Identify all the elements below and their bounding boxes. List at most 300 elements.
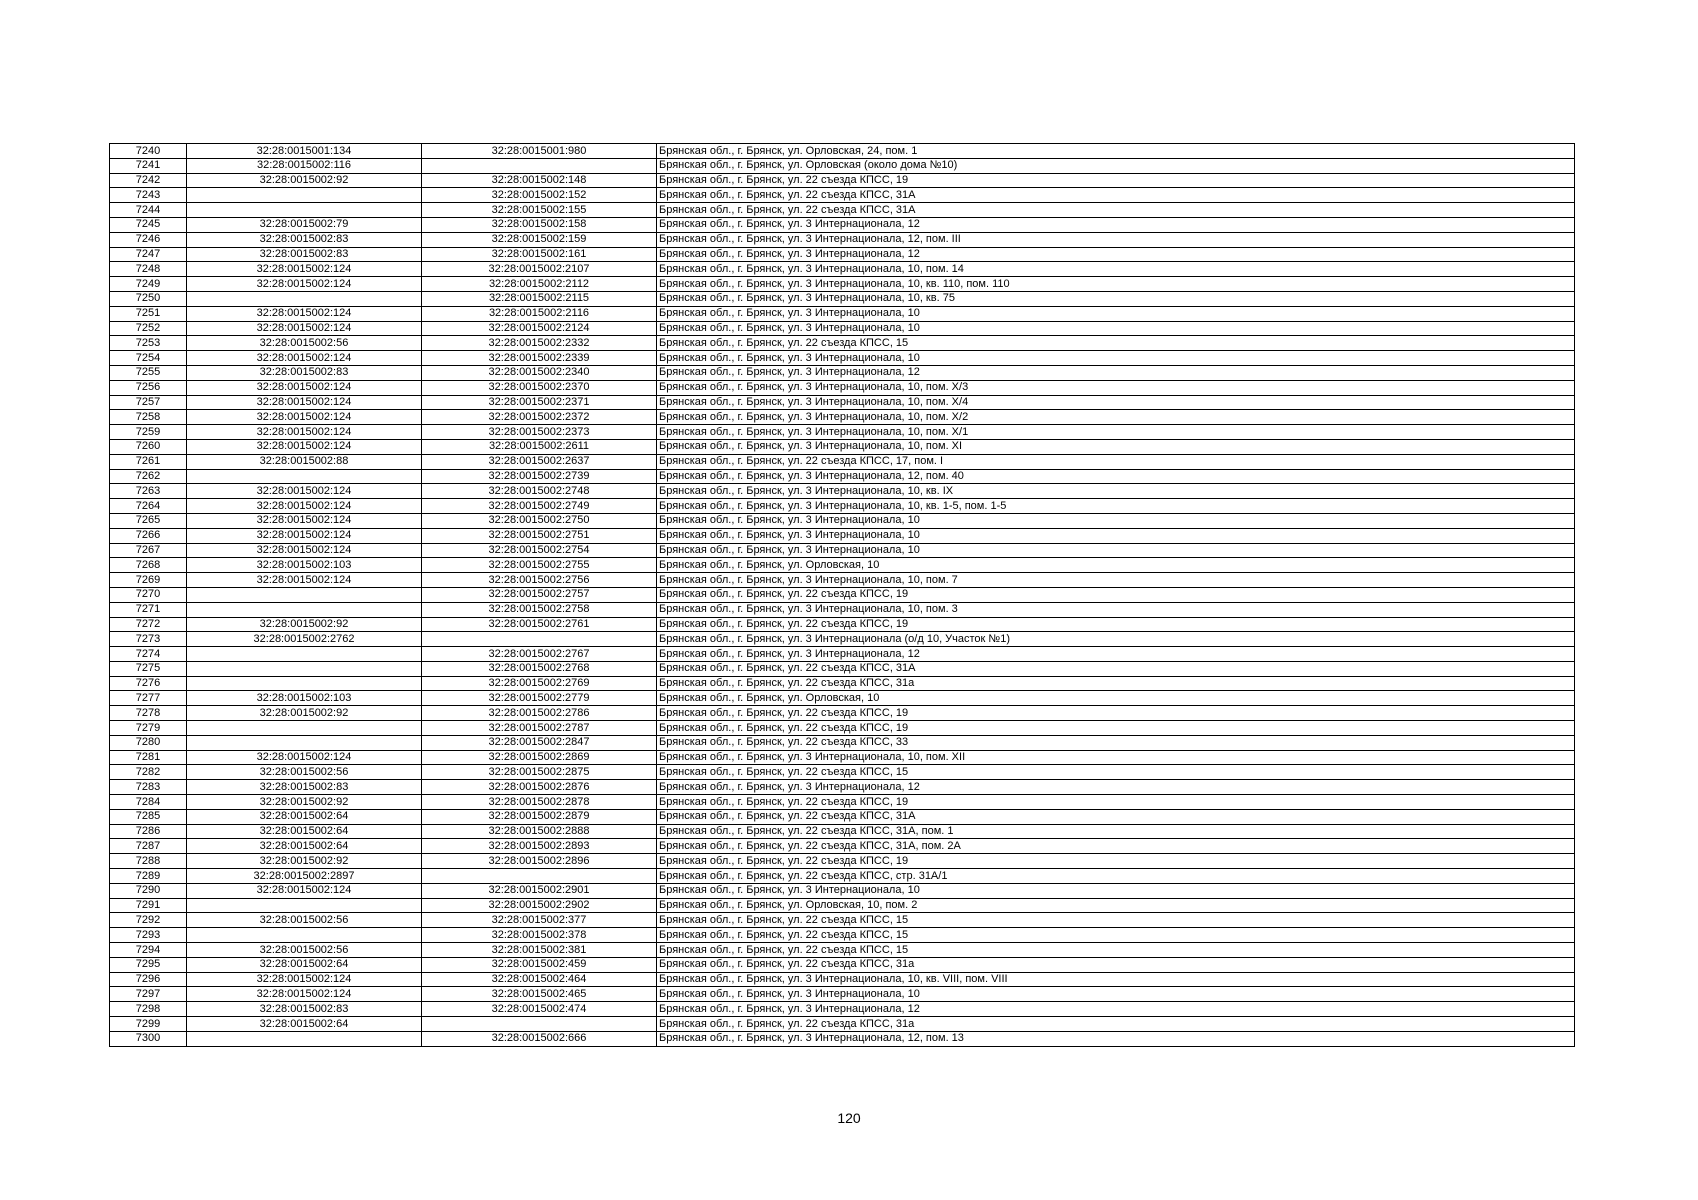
parent-cadastral-cell: 32:28:0015002:124 — [187, 380, 422, 395]
row-number-cell: 7240 — [110, 144, 187, 159]
table-row — [110, 425, 1575, 440]
table-row — [110, 277, 1575, 292]
row-number-cell: 7282 — [110, 765, 187, 780]
parent-cadastral-cell: 32:28:0015002:92 — [187, 706, 422, 721]
address-cell: Брянская обл., г. Брянск, ул. 22 съезда КПСС, 31А — [657, 188, 1575, 203]
table-row — [110, 380, 1575, 395]
parent-cadastral-cell: 32:28:0015002:124 — [187, 277, 422, 292]
table-row — [110, 735, 1575, 750]
cadastral-number-cell: 32:28:0015002:2787 — [422, 721, 657, 736]
parent-cadastral-cell: 32:28:0015002:116 — [187, 158, 422, 173]
cadastral-number-cell: 32:28:0015002:2768 — [422, 661, 657, 676]
table-row — [110, 898, 1575, 913]
parent-cadastral-cell: 32:28:0015002:64 — [187, 839, 422, 854]
table-row — [110, 232, 1575, 247]
address-cell: Брянская обл., г. Брянск, ул. 22 съезда КПСС, 15 — [657, 928, 1575, 943]
cadastral-number-cell: 32:28:0015002:2124 — [422, 321, 657, 336]
row-number-cell: 7293 — [110, 928, 187, 943]
address-cell: Брянская обл., г. Брянск, ул. 22 съезда КПСС, 19 — [657, 854, 1575, 869]
parent-cadastral-cell: 32:28:0015002:56 — [187, 336, 422, 351]
address-cell: Брянская обл., г. Брянск, ул. 3 Интернационала, 10 — [657, 321, 1575, 336]
address-cell: Брянская обл., г. Брянск, ул. Орловская, 10 — [657, 558, 1575, 573]
cadastral-number-cell: 32:28:0015001:980 — [422, 144, 657, 159]
row-number-cell: 7244 — [110, 203, 187, 218]
parent-cadastral-cell: 32:28:0015002:79 — [187, 217, 422, 232]
table-row — [110, 632, 1575, 647]
cadastral-number-cell: 32:28:0015002:381 — [422, 943, 657, 958]
cadastral-number-cell: 32:28:0015002:2339 — [422, 351, 657, 366]
parent-cadastral-cell: 32:28:0015002:124 — [187, 395, 422, 410]
row-number-cell: 7245 — [110, 217, 187, 232]
parent-cadastral-cell: 32:28:0015002:64 — [187, 809, 422, 824]
parent-cadastral-cell: 32:28:0015002:124 — [187, 306, 422, 321]
parent-cadastral-cell — [187, 928, 422, 943]
cadastral-number-cell: 32:28:0015002:2758 — [422, 602, 657, 617]
address-cell: Брянская обл., г. Брянск, ул. 3 Интернационала, 10, пом. 3 — [657, 602, 1575, 617]
address-cell: Брянская обл., г. Брянск, ул. 22 съезда КПСС, 31а — [657, 676, 1575, 691]
table-row — [110, 1002, 1575, 1017]
address-cell: Брянская обл., г. Брянск, ул. 3 Интернационала, 10, пом. XII — [657, 750, 1575, 765]
cadastral-number-cell: 32:28:0015002:2116 — [422, 306, 657, 321]
parent-cadastral-cell — [187, 735, 422, 750]
table-row — [110, 365, 1575, 380]
table-row — [110, 661, 1575, 676]
cadastral-number-cell: 32:28:0015002:159 — [422, 232, 657, 247]
address-cell: Брянская обл., г. Брянск, ул. 22 съезда КПСС, 19 — [657, 587, 1575, 602]
parent-cadastral-cell — [187, 602, 422, 617]
parent-cadastral-cell: 32:28:0015002:88 — [187, 454, 422, 469]
address-cell: Брянская обл., г. Брянск, ул. 3 Интернационала, 10 — [657, 883, 1575, 898]
row-number-cell: 7295 — [110, 957, 187, 972]
table-row — [110, 869, 1575, 884]
cadastral-number-cell: 32:28:0015002:2896 — [422, 854, 657, 869]
cadastral-number-cell: 32:28:0015002:2875 — [422, 765, 657, 780]
table-row — [110, 602, 1575, 617]
table-body — [110, 144, 1575, 1047]
cadastral-number-cell: 32:28:0015002:152 — [422, 188, 657, 203]
cadastral-number-cell: 32:28:0015002:377 — [422, 913, 657, 928]
cadastral-number-cell: 32:28:0015002:2779 — [422, 691, 657, 706]
parent-cadastral-cell: 32:28:0015002:64 — [187, 824, 422, 839]
row-number-cell: 7279 — [110, 721, 187, 736]
address-cell: Брянская обл., г. Брянск, ул. 22 съезда КПСС, 31А, пом. 1 — [657, 824, 1575, 839]
row-number-cell: 7253 — [110, 336, 187, 351]
row-number-cell: 7274 — [110, 647, 187, 662]
row-number-cell: 7249 — [110, 277, 187, 292]
cadastral-number-cell: 32:28:0015002:2748 — [422, 484, 657, 499]
row-number-cell: 7285 — [110, 809, 187, 824]
address-cell: Брянская обл., г. Брянск, ул. 22 съезда КПСС, 19 — [657, 721, 1575, 736]
cadastral-number-cell: 32:28:0015002:161 — [422, 247, 657, 262]
parent-cadastral-cell — [187, 661, 422, 676]
cadastral-number-cell: 32:28:0015002:2888 — [422, 824, 657, 839]
table-row — [110, 513, 1575, 528]
row-number-cell: 7257 — [110, 395, 187, 410]
row-number-cell: 7278 — [110, 706, 187, 721]
row-number-cell: 7264 — [110, 499, 187, 514]
cadastral-number-cell: 32:28:0015002:2611 — [422, 439, 657, 454]
address-cell: Брянская обл., г. Брянск, ул. 3 Интернационала, 10, пом. Х/4 — [657, 395, 1575, 410]
cadastral-number-cell: 32:28:0015002:2637 — [422, 454, 657, 469]
parent-cadastral-cell: 32:28:0015002:83 — [187, 365, 422, 380]
cadastral-number-cell: 32:28:0015002:2901 — [422, 883, 657, 898]
row-number-cell: 7276 — [110, 676, 187, 691]
parent-cadastral-cell: 32:28:0015002:83 — [187, 1002, 422, 1017]
address-cell: Брянская обл., г. Брянск, ул. 22 съезда КПСС, 31А — [657, 809, 1575, 824]
parent-cadastral-cell: 32:28:0015002:124 — [187, 484, 422, 499]
table-row — [110, 454, 1575, 469]
parent-cadastral-cell — [187, 898, 422, 913]
parent-cadastral-cell — [187, 587, 422, 602]
cadastral-number-cell: 32:28:0015002:2878 — [422, 795, 657, 810]
address-cell: Брянская обл., г. Брянск, ул. 3 Интернационала, 10, пом. 14 — [657, 262, 1575, 277]
address-cell: Брянская обл., г. Брянск, ул. 3 Интернационала, 12, пом. III — [657, 232, 1575, 247]
table-row — [110, 469, 1575, 484]
table-row — [110, 750, 1575, 765]
row-number-cell: 7299 — [110, 1017, 187, 1032]
row-number-cell: 7289 — [110, 869, 187, 884]
table-row — [110, 484, 1575, 499]
address-cell: Брянская обл., г. Брянск, ул. 3 Интернационала, 10, кв. 1-5, пом. 1-5 — [657, 499, 1575, 514]
cadastral-number-cell — [422, 1017, 657, 1032]
table-row — [110, 809, 1575, 824]
row-number-cell: 7297 — [110, 987, 187, 1002]
cadastral-number-cell: 32:28:0015002:2876 — [422, 780, 657, 795]
address-cell: Брянская обл., г. Брянск, ул. 22 съезда КПСС, 31А, пом. 2А — [657, 839, 1575, 854]
table-row — [110, 173, 1575, 188]
parent-cadastral-cell: 32:28:0015002:64 — [187, 1017, 422, 1032]
row-number-cell: 7260 — [110, 439, 187, 454]
address-cell: Брянская обл., г. Брянск, ул. 22 съезда КПСС, 19 — [657, 173, 1575, 188]
address-cell: Брянская обл., г. Брянск, ул. Орловская, 10 — [657, 691, 1575, 706]
row-number-cell: 7283 — [110, 780, 187, 795]
address-cell: Брянская обл., г. Брянск, ул. 22 съезда КПСС, 15 — [657, 913, 1575, 928]
row-number-cell: 7255 — [110, 365, 187, 380]
address-cell: Брянская обл., г. Брянск, ул. 22 съезда КПСС, 31А — [657, 661, 1575, 676]
table-row — [110, 543, 1575, 558]
row-number-cell: 7270 — [110, 587, 187, 602]
parent-cadastral-cell: 32:28:0015002:83 — [187, 247, 422, 262]
cadastral-number-cell: 32:28:0015002:2107 — [422, 262, 657, 277]
address-cell: Брянская обл., г. Брянск, ул. 3 Интернационала, 10, пом. 7 — [657, 573, 1575, 588]
table-row — [110, 795, 1575, 810]
table-row — [110, 291, 1575, 306]
row-number-cell: 7273 — [110, 632, 187, 647]
address-cell: Брянская обл., г. Брянск, ул. 22 съезда КПСС, 19 — [657, 706, 1575, 721]
row-number-cell: 7281 — [110, 750, 187, 765]
cadastral-number-cell: 32:28:0015002:666 — [422, 1031, 657, 1046]
parent-cadastral-cell: 32:28:0015002:83 — [187, 780, 422, 795]
cadastral-number-cell: 32:28:0015002:2879 — [422, 809, 657, 824]
table-row — [110, 158, 1575, 173]
table-row — [110, 691, 1575, 706]
row-number-cell: 7291 — [110, 898, 187, 913]
parent-cadastral-cell — [187, 721, 422, 736]
row-number-cell: 7286 — [110, 824, 187, 839]
parent-cadastral-cell: 32:28:0015002:124 — [187, 499, 422, 514]
cadastral-number-cell: 32:28:0015002:378 — [422, 928, 657, 943]
parent-cadastral-cell: 32:28:0015002:124 — [187, 410, 422, 425]
row-number-cell: 7275 — [110, 661, 187, 676]
cadastral-number-cell: 32:28:0015002:2749 — [422, 499, 657, 514]
table-row — [110, 395, 1575, 410]
row-number-cell: 7266 — [110, 528, 187, 543]
cadastral-number-cell: 32:28:0015002:2739 — [422, 469, 657, 484]
row-number-cell: 7290 — [110, 883, 187, 898]
address-cell: Брянская обл., г. Брянск, ул. 3 Интернационала, 12 — [657, 365, 1575, 380]
table-row — [110, 721, 1575, 736]
address-cell: Брянская обл., г. Брянск, ул. 3 Интернационала, 10, пом. Х/1 — [657, 425, 1575, 440]
address-cell: Брянская обл., г. Брянск, ул. 3 Интернационала, 12, пом. 13 — [657, 1031, 1575, 1046]
row-number-cell: 7251 — [110, 306, 187, 321]
row-number-cell: 7262 — [110, 469, 187, 484]
parent-cadastral-cell — [187, 676, 422, 691]
address-cell: Брянская обл., г. Брянск, ул. 3 Интернационала, 10, пом. Х/2 — [657, 410, 1575, 425]
cadastral-table — [109, 143, 1575, 1047]
address-cell: Брянская обл., г. Брянск, ул. 3 Интернационала, 10 — [657, 513, 1575, 528]
address-cell: Брянская обл., г. Брянск, ул. 3 Интернационала, 12 — [657, 1002, 1575, 1017]
address-cell: Брянская обл., г. Брянск, ул. 3 Интернационала, 10 — [657, 306, 1575, 321]
table-row — [110, 706, 1575, 721]
cadastral-number-cell: 32:28:0015002:2761 — [422, 617, 657, 632]
cadastral-number-cell: 32:28:0015002:465 — [422, 987, 657, 1002]
parent-cadastral-cell: 32:28:0015002:103 — [187, 691, 422, 706]
cadastral-number-cell: 32:28:0015002:2332 — [422, 336, 657, 351]
parent-cadastral-cell: 32:28:0015002:124 — [187, 528, 422, 543]
table-row — [110, 854, 1575, 869]
address-cell: Брянская обл., г. Брянск, ул. 22 съезда КПСС, 31А — [657, 203, 1575, 218]
parent-cadastral-cell: 32:28:0015002:92 — [187, 617, 422, 632]
parent-cadastral-cell: 32:28:0015002:124 — [187, 883, 422, 898]
cadastral-number-cell: 32:28:0015002:2786 — [422, 706, 657, 721]
row-number-cell: 7248 — [110, 262, 187, 277]
parent-cadastral-cell: 32:28:0015002:103 — [187, 558, 422, 573]
parent-cadastral-cell: 32:28:0015002:83 — [187, 232, 422, 247]
parent-cadastral-cell: 32:28:0015002:124 — [187, 750, 422, 765]
address-cell: Брянская обл., г. Брянск, ул. 3 Интернационала, 10 — [657, 543, 1575, 558]
address-cell: Брянская обл., г. Брянск, ул. 3 Интернационала, 12 — [657, 647, 1575, 662]
table-row — [110, 573, 1575, 588]
cadastral-number-cell — [422, 158, 657, 173]
address-cell: Брянская обл., г. Брянск, ул. 3 Интернационала, 10, кв. IX — [657, 484, 1575, 499]
table-row — [110, 217, 1575, 232]
address-cell: Брянская обл., г. Брянск, ул. 22 съезда КПСС, 31а — [657, 957, 1575, 972]
address-cell: Брянская обл., г. Брянск, ул. 3 Интернационала (о/д 10, Участок №1) — [657, 632, 1575, 647]
address-cell: Брянская обл., г. Брянск, ул. 22 съезда КПСС, 31а — [657, 1017, 1575, 1032]
table-row — [110, 410, 1575, 425]
parent-cadastral-cell: 32:28:0015002:64 — [187, 957, 422, 972]
row-number-cell: 7271 — [110, 602, 187, 617]
table-row — [110, 883, 1575, 898]
parent-cadastral-cell: 32:28:0015002:92 — [187, 795, 422, 810]
row-number-cell: 7296 — [110, 972, 187, 987]
parent-cadastral-cell: 32:28:0015002:124 — [187, 543, 422, 558]
table-row — [110, 439, 1575, 454]
cadastral-number-cell: 32:28:0015002:2755 — [422, 558, 657, 573]
cadastral-number-cell: 32:28:0015002:2869 — [422, 750, 657, 765]
parent-cadastral-cell: 32:28:0015002:124 — [187, 972, 422, 987]
address-cell: Брянская обл., г. Брянск, ул. 22 съезда КПСС, 15 — [657, 943, 1575, 958]
table-row — [110, 336, 1575, 351]
table-row — [110, 839, 1575, 854]
address-cell: Брянская обл., г. Брянск, ул. 3 Интернационала, 12 — [657, 780, 1575, 795]
table-row — [110, 824, 1575, 839]
cadastral-number-cell: 32:28:0015002:2750 — [422, 513, 657, 528]
parent-cadastral-cell: 32:28:0015002:124 — [187, 439, 422, 454]
cadastral-number-cell: 32:28:0015002:2373 — [422, 425, 657, 440]
row-number-cell: 7288 — [110, 854, 187, 869]
row-number-cell: 7256 — [110, 380, 187, 395]
address-cell: Брянская обл., г. Брянск, ул. 22 съезда КПСС, 33 — [657, 735, 1575, 750]
cadastral-number-cell: 32:28:0015002:158 — [422, 217, 657, 232]
row-number-cell: 7252 — [110, 321, 187, 336]
row-number-cell: 7265 — [110, 513, 187, 528]
row-number-cell: 7258 — [110, 410, 187, 425]
table-row — [110, 972, 1575, 987]
parent-cadastral-cell: 32:28:0015002:92 — [187, 173, 422, 188]
parent-cadastral-cell: 32:28:0015002:2897 — [187, 869, 422, 884]
table-row — [110, 558, 1575, 573]
table-row — [110, 913, 1575, 928]
address-cell: Брянская обл., г. Брянск, ул. 3 Интернационала, 12 — [657, 247, 1575, 262]
table-row — [110, 928, 1575, 943]
table-row — [110, 188, 1575, 203]
table-row — [110, 247, 1575, 262]
parent-cadastral-cell: 32:28:0015002:56 — [187, 913, 422, 928]
address-cell: Брянская обл., г. Брянск, ул. Орловская (около дома №10) — [657, 158, 1575, 173]
parent-cadastral-cell — [187, 469, 422, 484]
cadastral-number-cell: 32:28:0015002:2756 — [422, 573, 657, 588]
table-row — [110, 499, 1575, 514]
address-cell: Брянская обл., г. Брянск, ул. 22 съезда КПСС, 19 — [657, 795, 1575, 810]
address-cell: Брянская обл., г. Брянск, ул. 3 Интернационала, 10, пом. XI — [657, 439, 1575, 454]
row-number-cell: 7268 — [110, 558, 187, 573]
parent-cadastral-cell: 32:28:0015002:124 — [187, 573, 422, 588]
parent-cadastral-cell: 32:28:0015002:56 — [187, 765, 422, 780]
table-row — [110, 676, 1575, 691]
address-cell: Брянская обл., г. Брянск, ул. 22 съезда КПСС, 19 — [657, 617, 1575, 632]
cadastral-number-cell: 32:28:0015002:2115 — [422, 291, 657, 306]
row-number-cell: 7298 — [110, 1002, 187, 1017]
address-cell: Брянская обл., г. Брянск, ул. 22 съезда КПСС, 15 — [657, 336, 1575, 351]
cadastral-number-cell: 32:28:0015002:2757 — [422, 587, 657, 602]
parent-cadastral-cell — [187, 647, 422, 662]
address-cell: Брянская обл., г. Брянск, ул. 3 Интернационала, 12, пом. 40 — [657, 469, 1575, 484]
table-row — [110, 1031, 1575, 1046]
row-number-cell: 7263 — [110, 484, 187, 499]
parent-cadastral-cell: 32:28:0015002:124 — [187, 321, 422, 336]
table-row — [110, 943, 1575, 958]
row-number-cell: 7277 — [110, 691, 187, 706]
cadastral-number-cell: 32:28:0015002:155 — [422, 203, 657, 218]
table-row — [110, 144, 1575, 159]
row-number-cell: 7272 — [110, 617, 187, 632]
cadastral-number-cell — [422, 869, 657, 884]
cadastral-number-cell: 32:28:0015002:2371 — [422, 395, 657, 410]
cadastral-number-cell: 32:28:0015002:2754 — [422, 543, 657, 558]
parent-cadastral-cell: 32:28:0015002:124 — [187, 987, 422, 1002]
parent-cadastral-cell — [187, 291, 422, 306]
cadastral-number-cell: 32:28:0015002:2372 — [422, 410, 657, 425]
row-number-cell: 7261 — [110, 454, 187, 469]
table-row — [110, 351, 1575, 366]
cadastral-number-cell: 32:28:0015002:2767 — [422, 647, 657, 662]
cadastral-number-cell: 32:28:0015002:2340 — [422, 365, 657, 380]
parent-cadastral-cell — [187, 188, 422, 203]
cadastral-number-cell: 32:28:0015002:2370 — [422, 380, 657, 395]
cadastral-number-cell: 32:28:0015002:464 — [422, 972, 657, 987]
row-number-cell: 7287 — [110, 839, 187, 854]
row-number-cell: 7246 — [110, 232, 187, 247]
address-cell: Брянская обл., г. Брянск, ул. 3 Интернационала, 10 — [657, 987, 1575, 1002]
cadastral-number-cell: 32:28:0015002:2902 — [422, 898, 657, 913]
table-row — [110, 617, 1575, 632]
cadastral-number-cell: 32:28:0015002:148 — [422, 173, 657, 188]
row-number-cell: 7267 — [110, 543, 187, 558]
table-row — [110, 262, 1575, 277]
table-row — [110, 987, 1575, 1002]
table-row — [110, 321, 1575, 336]
address-cell: Брянская обл., г. Брянск, ул. Орловская, 10, пом. 2 — [657, 898, 1575, 913]
cadastral-number-cell: 32:28:0015002:2893 — [422, 839, 657, 854]
address-cell: Брянская обл., г. Брянск, ул. Орловская, 24, пом. 1 — [657, 144, 1575, 159]
table-row — [110, 528, 1575, 543]
address-cell: Брянская обл., г. Брянск, ул. 22 съезда КПСС, 15 — [657, 765, 1575, 780]
address-cell: Брянская обл., г. Брянск, ул. 3 Интернационала, 10, кв. 75 — [657, 291, 1575, 306]
cadastral-number-cell — [422, 632, 657, 647]
cadastral-number-cell: 32:28:0015002:2847 — [422, 735, 657, 750]
address-cell: Брянская обл., г. Брянск, ул. 22 съезда КПСС, стр. 31А/1 — [657, 869, 1575, 884]
address-cell: Брянская обл., г. Брянск, ул. 3 Интернационала, 10, кв. 110, пом. 110 — [657, 277, 1575, 292]
address-cell: Брянская обл., г. Брянск, ул. 22 съезда КПСС, 17, пом. I — [657, 454, 1575, 469]
parent-cadastral-cell — [187, 1031, 422, 1046]
cadastral-number-cell: 32:28:0015002:2769 — [422, 676, 657, 691]
row-number-cell: 7241 — [110, 158, 187, 173]
parent-cadastral-cell: 32:28:0015002:124 — [187, 262, 422, 277]
table-row — [110, 647, 1575, 662]
table-row — [110, 765, 1575, 780]
row-number-cell: 7280 — [110, 735, 187, 750]
table-row — [110, 957, 1575, 972]
row-number-cell: 7294 — [110, 943, 187, 958]
page-number: 120 — [837, 1110, 861, 1126]
row-number-cell: 7243 — [110, 188, 187, 203]
row-number-cell: 7247 — [110, 247, 187, 262]
address-cell: Брянская обл., г. Брянск, ул. 3 Интернационала, 12 — [657, 217, 1575, 232]
row-number-cell: 7259 — [110, 425, 187, 440]
row-number-cell: 7250 — [110, 291, 187, 306]
table-row — [110, 306, 1575, 321]
row-number-cell: 7242 — [110, 173, 187, 188]
row-number-cell: 7292 — [110, 913, 187, 928]
cadastral-number-cell: 32:28:0015002:459 — [422, 957, 657, 972]
parent-cadastral-cell: 32:28:0015002:92 — [187, 854, 422, 869]
address-cell: Брянская обл., г. Брянск, ул. 3 Интернационала, 10 — [657, 528, 1575, 543]
parent-cadastral-cell — [187, 203, 422, 218]
table-row — [110, 780, 1575, 795]
parent-cadastral-cell: 32:28:0015002:2762 — [187, 632, 422, 647]
parent-cadastral-cell: 32:28:0015002:124 — [187, 351, 422, 366]
parent-cadastral-cell: 32:28:0015002:124 — [187, 513, 422, 528]
row-number-cell: 7269 — [110, 573, 187, 588]
parent-cadastral-cell: 32:28:0015001:134 — [187, 144, 422, 159]
table-row — [110, 587, 1575, 602]
address-cell: Брянская обл., г. Брянск, ул. 3 Интернационала, 10, пом. Х/3 — [657, 380, 1575, 395]
cadastral-number-cell: 32:28:0015002:2751 — [422, 528, 657, 543]
parent-cadastral-cell: 32:28:0015002:124 — [187, 425, 422, 440]
address-cell: Брянская обл., г. Брянск, ул. 3 Интернационала, 10, кв. VIII, пом. VIII — [657, 972, 1575, 987]
address-cell: Брянская обл., г. Брянск, ул. 3 Интернационала, 10 — [657, 351, 1575, 366]
